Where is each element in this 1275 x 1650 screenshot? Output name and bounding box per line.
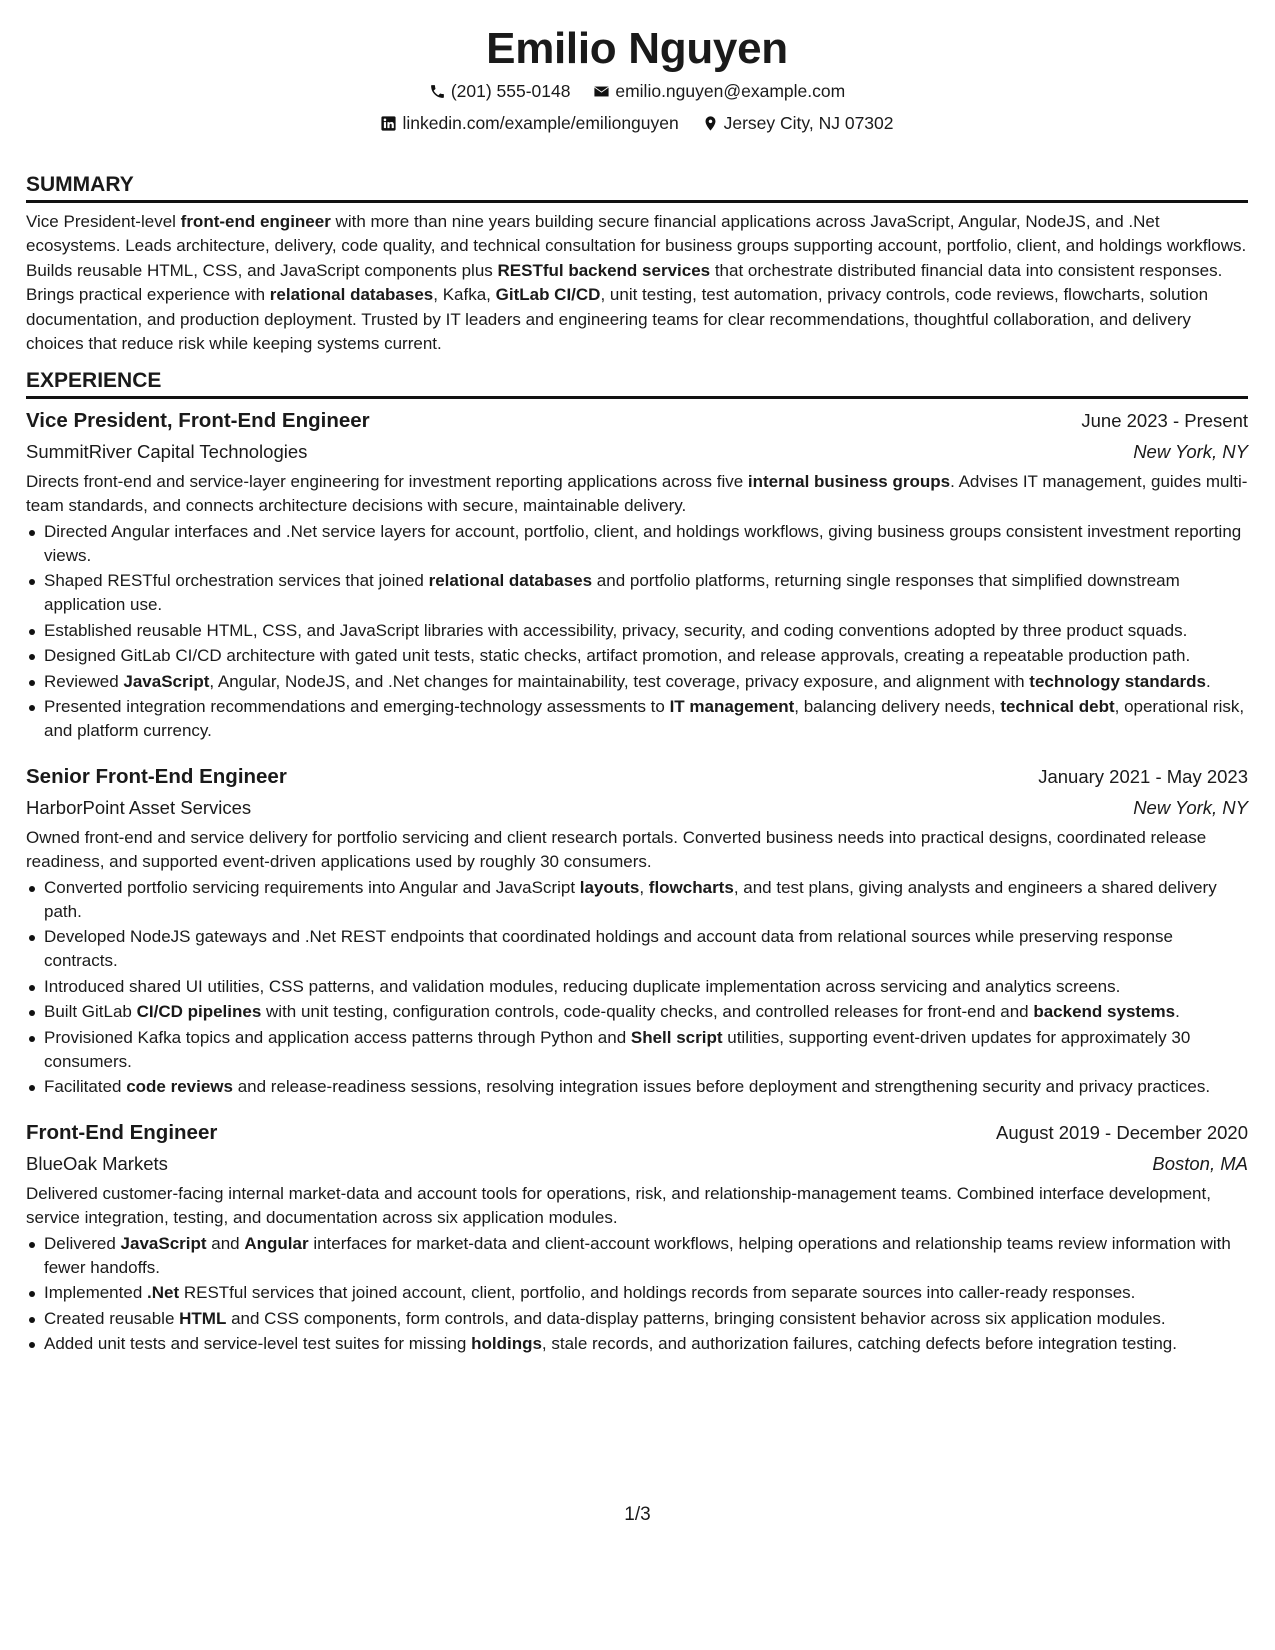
job-description: Delivered customer-facing internal market-data and account tools for operations, risk, and relationship-management teams. Combined interface development, service integration, testing, and documentation across six application modules. <box>26 1184 1211 1228</box>
job-title: Senior Front-End Engineer <box>26 765 287 789</box>
email-icon <box>593 83 610 100</box>
summary-text: Vice President-level front-end engineer with more than nine years building secure financial applications across JavaScript, Angular, NodeJS, and .Net ecosystems. Leads architecture, delivery, code quality, and technical consultation for business groups supporting account, portfolio, client, and holdings workflows. Builds reusable HTML, CSS, and JavaScript components plus RESTful backend services that orchestrate distributed financial data into consistent responses. Brings practical experience with relational databases, Kafka, GitLab CI/CD, unit testing, test automation, privacy controls, code reviews, flowcharts, solution documentation, and production deployment. Trusted by IT leaders and engineering teams for clear recommendations, thoughtful collaboration, and delivery choices that reduce risk while keeping systems current. <box>26 212 1247 354</box>
linkedin-contact[interactable] <box>380 108 678 138</box>
job-description: Owned front-end and service delivery for portfolio servicing and client research portals. Converted business needs into practical designs, coordinated release readiness, and supported event-driven applications used by roughly 30 consumers. <box>26 828 1207 872</box>
job-dates: June 2023 - Present <box>1081 410 1248 432</box>
bullet-item: Facilitated code reviews and release-readiness sessions, resolving integration issues before deployment and strengthening security and privacy practices. <box>26 1075 1248 1099</box>
job-company: HarborPoint Asset Services <box>26 797 252 819</box>
email-contact[interactable] <box>593 76 845 106</box>
bullet-item: Added unit tests and service-level test suites for missing holdings, stale records, and authorization failures, catching defects before integration testing. <box>26 1332 1248 1356</box>
bold-keyword: technical debt <box>1000 697 1115 717</box>
job-company: BlueOak Markets <box>26 1153 168 1175</box>
bold-keyword: front-end engineer <box>180 212 331 231</box>
job-bullets <box>26 520 1248 744</box>
job-entry <box>26 405 1248 743</box>
contact-line-2 <box>26 108 1248 138</box>
resume-page <box>26 0 1248 1356</box>
bold-keyword: JavaScript <box>120 1233 207 1253</box>
bold-keyword: relational databases <box>269 285 434 305</box>
candidate-name: Emilio Nguyen <box>486 24 788 73</box>
job-header <box>26 405 1248 436</box>
bullet-item: Directed Angular interfaces and .Net service layers for account, portfolio, client, and holdings workflows, giving business groups consistent investment reporting views. <box>26 520 1248 568</box>
bullet-item: Reviewed JavaScript, Angular, NodeJS, and .Net changes for maintainability, test coverage, privacy exposure, and alignment with technology standards. <box>26 670 1248 694</box>
bold-keyword: backend systems <box>1033 1002 1176 1022</box>
job-entry <box>26 1117 1248 1356</box>
job-title: Vice President, Front-End Engineer <box>26 409 370 433</box>
job-title: Front-End Engineer <box>26 1121 218 1145</box>
bold-keyword: Shell script <box>630 1027 723 1047</box>
location-contact <box>702 108 894 138</box>
summary-heading: SUMMARY <box>26 172 1248 203</box>
bullet-item: Created reusable HTML and CSS components, form controls, and data-display patterns, bringing consistent behavior across six application modules. <box>26 1307 1248 1331</box>
contact-line-1 <box>26 76 1248 106</box>
job-location: Boston, MA <box>1152 1153 1248 1175</box>
job-subheader <box>26 792 1248 823</box>
job-header <box>26 761 1248 792</box>
bold-keyword: HTML <box>179 1308 227 1328</box>
experience-list <box>26 405 1248 1356</box>
bold-keyword: Angular <box>244 1233 309 1253</box>
location-icon <box>702 115 719 132</box>
location-text: Jersey City, NJ 07302 <box>723 113 894 133</box>
job-bullets <box>26 876 1248 1100</box>
bullet-item: Provisioned Kafka topics and application access patterns through Python and Shell script utilities, supporting event-driven updates for approximately 30 consumers. <box>26 1026 1248 1074</box>
bullet-item: Delivered JavaScript and Angular interfaces for market-data and client-account workflows, helping operations and relationship teams review information with fewer handoffs. <box>26 1232 1248 1280</box>
linkedin-icon <box>380 115 397 132</box>
job-bullets <box>26 1232 1248 1357</box>
bullet-item: Converted portfolio servicing requirements into Angular and JavaScript layouts, flowcharts, and test plans, giving analysts and engineers a shared delivery path. <box>26 876 1248 924</box>
experience-heading: EXPERIENCE <box>26 368 1248 399</box>
phone-icon <box>429 83 446 100</box>
job-dates: January 2021 - May 2023 <box>1038 766 1248 788</box>
job-entry <box>26 761 1248 1099</box>
bold-keyword: flowcharts <box>648 877 734 897</box>
job-location: New York, NY <box>1133 441 1248 463</box>
bold-keyword: GitLab CI/CD <box>495 285 601 305</box>
bold-keyword: IT management <box>669 697 795 717</box>
phone-contact <box>429 76 571 106</box>
job-spacer <box>26 1099 1248 1111</box>
job-description: Directs front-end and service-layer engineering for investment reporting applications across five internal business groups. Advises IT management, guides multi-team standards, and connects architecture decisions with secure, maintainable delivery. <box>26 472 1248 516</box>
job-company: SummitRiver Capital Technologies <box>26 441 308 463</box>
job-subheader <box>26 1148 1248 1179</box>
email-address[interactable]: emilio.nguyen@example.com <box>615 81 846 101</box>
job-subheader <box>26 436 1248 467</box>
bold-keyword: RESTful backend services <box>497 260 711 280</box>
page-number: 1/3 <box>624 1504 651 1525</box>
phone-number: (201) 555-0148 <box>450 81 571 101</box>
job-header <box>26 1117 1248 1148</box>
job-location: New York, NY <box>1133 797 1248 819</box>
bold-keyword: JavaScript <box>123 671 210 691</box>
bullet-item: Shaped RESTful orchestration services that joined relational databases and portfolio platforms, returning single responses that simplified downstream application use. <box>26 569 1248 617</box>
job-dates: August 2019 - December 2020 <box>996 1122 1248 1144</box>
bullet-item: Established reusable HTML, CSS, and JavaScript libraries with accessibility, privacy, security, and coding conventions adopted by three product squads. <box>26 619 1248 643</box>
bullet-item: Designed GitLab CI/CD architecture with gated unit tests, static checks, artifact promotion, and release approvals, creating a repeatable production path. <box>26 644 1248 668</box>
bullet-item: Presented integration recommendations and emerging-technology assessments to IT management, balancing delivery needs, technical debt, operational risk, and platform currency. <box>26 695 1248 743</box>
bullet-item: Built GitLab CI/CD pipelines with unit testing, configuration controls, code-quality checks, and controlled releases for front-end and backend systems. <box>26 1000 1248 1024</box>
bold-keyword: .Net <box>147 1283 180 1303</box>
bold-keyword: CI/CD pipelines <box>136 1002 262 1022</box>
bold-keyword: technology standards <box>1029 671 1206 691</box>
bullet-item: Developed NodeJS gateways and .Net REST endpoints that coordinated holdings and account data from relational sources while preserving response contracts. <box>26 925 1248 973</box>
bold-keyword: layouts <box>579 877 640 897</box>
bold-keyword: holdings <box>471 1334 542 1354</box>
bullet-item: Implemented .Net RESTful services that joined account, client, portfolio, and holdings records from separate sources into caller-ready responses. <box>26 1281 1248 1305</box>
job-spacer <box>26 743 1248 755</box>
linkedin-url[interactable]: linkedin.com/example/emilionguyen <box>402 113 679 133</box>
bold-keyword: relational databases <box>428 571 593 591</box>
bold-keyword: code reviews <box>126 1077 233 1097</box>
bold-keyword: internal business groups <box>747 472 951 492</box>
bullet-item: Introduced shared UI utilities, CSS patterns, and validation modules, reducing duplicate implementation across servicing and analytics screens. <box>26 975 1248 999</box>
